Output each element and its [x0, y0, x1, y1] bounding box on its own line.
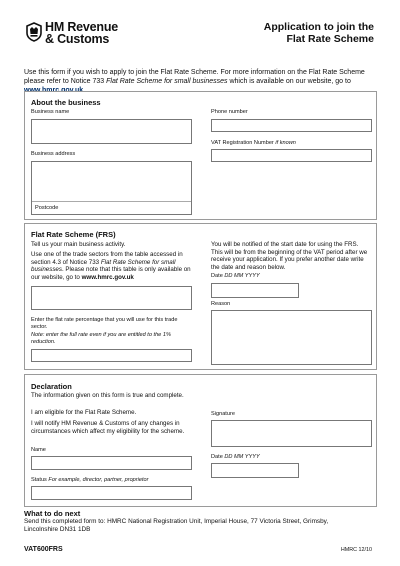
status-field[interactable]	[31, 486, 192, 500]
business-address-label: Business address	[31, 151, 76, 157]
reason-label: Reason	[211, 301, 231, 307]
start-date-notice: You will be notified of the start date for using the FRS. This will be from the beginning of the VAT period after we receive your application. If you prefer another date write the date and reason below.	[211, 241, 368, 271]
about-business-section	[24, 91, 377, 220]
flat-rate-scheme-section	[24, 223, 377, 370]
declaration-line-true: The information given on this form is true and complete.	[31, 392, 184, 399]
hmrc-logo-text: HM Revenue & Customs	[45, 20, 119, 46]
flat-rate-label: Enter the flat rate percentage that you will use for this trade sector.	[31, 317, 178, 330]
status-label: Status For example, director, partner, proprietor	[31, 477, 149, 483]
signature-field[interactable]	[211, 420, 372, 447]
postcode-label: Postcode	[35, 205, 59, 211]
what-next-text: Send this completed form to: HMRC National Registration Unit, Imperial House, 77 Victoria Street, Grimsby, Lincolnshire DN31 1DB	[24, 518, 329, 533]
phone-number-label: Phone number	[211, 109, 248, 115]
name-label: Name	[31, 447, 46, 453]
business-address-field[interactable]	[31, 161, 192, 215]
main-activity-field[interactable]	[31, 286, 192, 310]
section-heading: About the business	[31, 98, 101, 107]
signature-label: Signature	[211, 411, 235, 417]
vat-registration-field[interactable]	[211, 149, 372, 162]
declaration-line-eligible: I am eligible for the Flat Rate Scheme.	[31, 409, 137, 416]
declaration-date-field[interactable]	[211, 463, 299, 478]
form-reference: VAT600FRS	[24, 546, 63, 553]
section-heading: Declaration	[31, 382, 72, 391]
declaration-date-label: Date DD MM YYYY	[211, 454, 260, 460]
name-field[interactable]	[31, 456, 192, 470]
hmrc-crest-icon	[25, 22, 43, 42]
what-next-heading: What to do next	[24, 509, 81, 518]
trade-sector-instructions: Use one of the trade sectors from the table accessed in section 4.3 of Notice 733 Flat Rate Scheme for small businesses. Please note that this table is only available on our website, go to www.hmrc.gov.uk	[31, 251, 191, 281]
hmrc-website-link[interactable]: www.hmrc.gov.uk	[81, 273, 134, 281]
declaration-section	[24, 374, 377, 507]
declaration-line-notify: I will notify HM Revenue & Customs of any changes in circumstances which affect my eligibility for the scheme.	[31, 420, 185, 435]
section-heading: Flat Rate Scheme (FRS)	[31, 230, 116, 239]
intro-text: Use this form if you wish to apply to join the Flat Rate Scheme. For more information on the Flat Rate Scheme please refer to Notice 733 Flat Rate Scheme for small businesses which is available on our website, go to	[24, 68, 380, 95]
main-activity-label: Tell us your main business activity.	[31, 241, 126, 248]
phone-number-field[interactable]	[211, 119, 372, 132]
start-date-label: Date DD MM YYYY	[211, 273, 260, 279]
business-name-label: Business name	[31, 109, 70, 115]
vat-registration-label: VAT Registration Number if known	[211, 140, 296, 146]
form-title: Application to join the Flat Rate Scheme	[263, 21, 374, 45]
form-version: HMRC 12/10	[340, 547, 372, 553]
business-name-field[interactable]	[31, 119, 192, 144]
flat-rate-field[interactable]	[31, 349, 192, 362]
start-date-field[interactable]	[211, 283, 299, 298]
flat-rate-note: Note: enter the full rate even if you are entitled to the 1% reduction.	[31, 332, 171, 345]
postcode-divider	[32, 201, 191, 202]
reason-field[interactable]	[211, 310, 372, 365]
